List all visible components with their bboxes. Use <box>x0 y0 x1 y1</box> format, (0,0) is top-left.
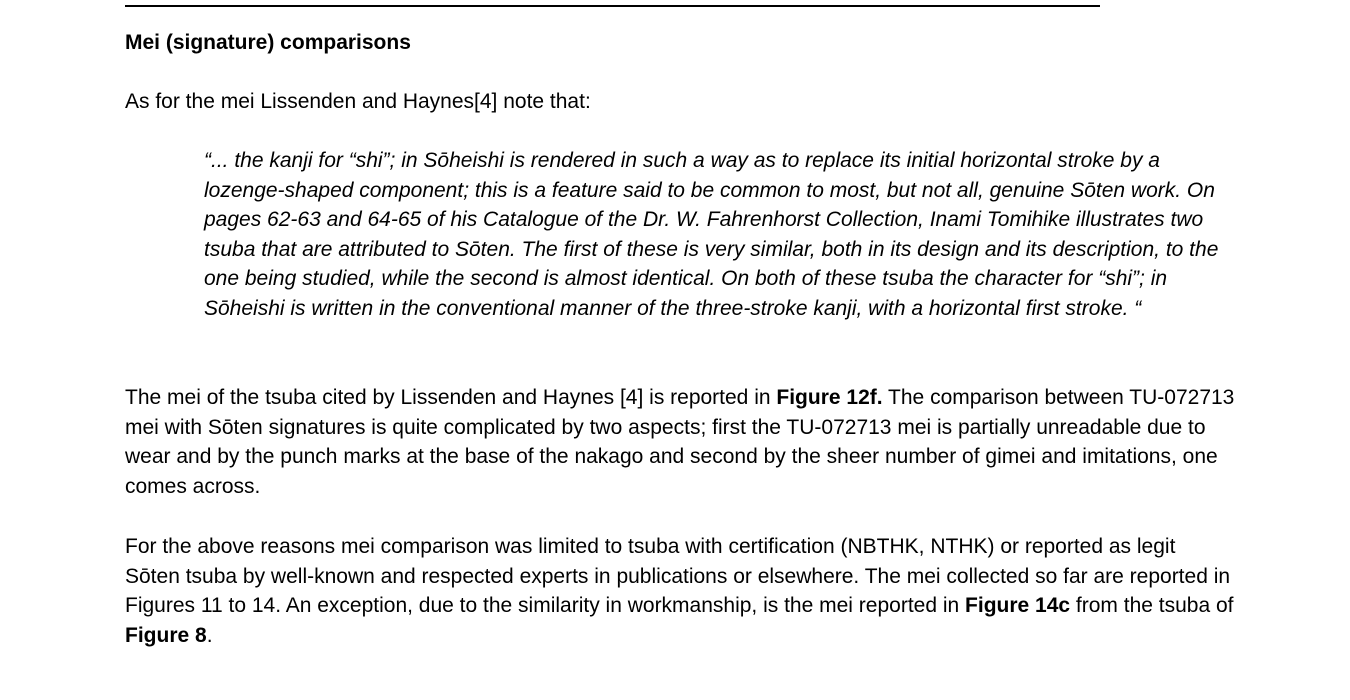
paragraph-2-text-1: For the above reasons mei comparison was limited to tsuba with certification (NBTHK, NTHK) or reported as legit Sōten tsuba by well-known and respected experts in publications or elsewhere. The mei collected so far are reported in Figures 11 to 14. An exception, due to the similarity in workmanship, is the mei reported in <box>125 535 1231 618</box>
figure-14c-reference: Figure 14c <box>965 594 1071 618</box>
paragraph-1-text-1: The mei of the tsuba cited by Lissenden and Haynes [4] is reported in <box>125 386 777 409</box>
paragraph-2 <box>125 532 1235 650</box>
figure-12f-reference: Figure 12f. <box>776 386 883 409</box>
paragraph-1 <box>125 383 1235 501</box>
block-quote: “... the kanji for “shi”; in Sōheishi is rendered in such a way as to replace its initial horizontal stroke by a lozenge-shaped component; this is a feature said to be common to most, but not all, genuine Sōten work. On pages 62-63 and 64-65 of his Catalogue of the Dr. W. Fahrenhorst Collection, Inami Tomihike illustrates two tsuba that are attributed to Sōten. The first of these is very similar, both in its design and its description, to the one being studied, while the second is almost identical. On both of these tsuba the character for “shi”; in Sōheishi is written in the conventional manner of the three-stroke kanji, with a horizontal first stroke. “ <box>204 149 1219 320</box>
paragraph-2-text-3: . <box>206 623 213 647</box>
section-heading: Mei (signature) comparisons <box>125 31 411 54</box>
paragraph-2-text-2: from the tsuba of <box>1070 594 1234 618</box>
top-rule <box>125 5 1100 7</box>
figure-8-reference: Figure 8 <box>125 623 207 647</box>
paragraph-1-text-2: The comparison between TU-072713 mei with Sōten signatures is quite complicated by two aspects; first the TU-072713 mei is partially unreadable due to wear and by the punch marks at the base of the nakago and second by the sheer number of gimei and imitations, one comes across. <box>125 386 1235 498</box>
intro-paragraph: As for the mei Lissenden and Haynes[4] note that: <box>125 90 591 113</box>
